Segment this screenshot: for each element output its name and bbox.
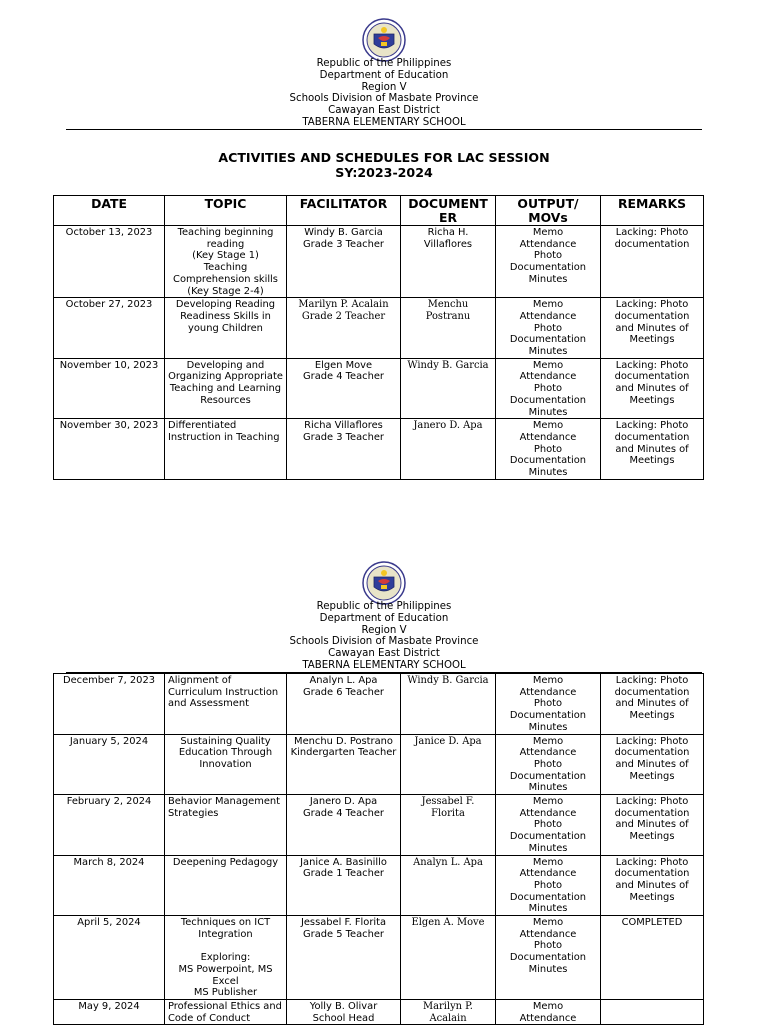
cell-topic: Developing Reading Readiness Skills in young Children — [165, 298, 287, 359]
cell-date: March 8, 2024 — [54, 855, 165, 916]
cell-facilitator: Janero D. Apa Grade 4 Teacher — [287, 795, 401, 856]
letterhead-school: TABERNA ELEMENTARY SCHOOL — [302, 659, 466, 671]
header-documenter: DOCUMENT ER — [401, 196, 496, 226]
letterhead-country: Republic of the Philippines — [316, 601, 452, 612]
cell-remarks: Lacking: Photo documentation and Minutes of Meetings — [601, 298, 704, 359]
cell-documenter: Janice D. Apa — [401, 734, 496, 795]
cell-facilitator: Menchu D. Postrano Kindergarten Teacher — [287, 734, 401, 795]
cell-facilitator: Marilyn P. Acalain Grade 2 Teacher — [287, 298, 401, 359]
cell-output: Memo Attendance Photo Documentation Minutes — [496, 226, 601, 298]
cell-documenter: Menchu Postranu — [401, 298, 496, 359]
cell-topic: Differentiated Instruction in Teaching — [165, 419, 287, 480]
cell-topic: Techniques on ICT Integration Exploring: MS Powerpoint, MS Excel MS Publisher — [165, 916, 287, 1000]
cell-documenter: Analyn L. Apa — [401, 855, 496, 916]
cell-date: January 5, 2024 — [54, 734, 165, 795]
schedule-table-page2 — [53, 673, 704, 1025]
cell-date: October 27, 2023 — [54, 298, 165, 359]
deped-seal-logo — [362, 561, 406, 605]
cell-remarks: Lacking: Photo documentation and Minutes of Meetings — [601, 674, 704, 735]
cell-date: November 30, 2023 — [54, 419, 165, 480]
cell-documenter: Marilyn P. Acalain — [401, 999, 496, 1024]
cell-output: Memo Attendance Photo Documentation Minutes — [496, 916, 601, 1000]
document-title-line1: ACTIVITIES AND SCHEDULES FOR LAC SESSION — [218, 150, 550, 165]
cell-topic: Developing and Organizing Appropriate Teaching and Learning Resources — [165, 358, 287, 419]
table-row — [54, 358, 704, 419]
letterhead-department: Department of Education — [319, 69, 449, 81]
cell-topic: Behavior Management Strategies — [165, 795, 287, 856]
cell-facilitator: Richa Villaflores Grade 3 Teacher — [287, 419, 401, 480]
letterhead-page1 — [0, 58, 768, 129]
header-output: OUTPUT/ MOVs — [496, 196, 601, 226]
cell-documenter: Richa H. Villaflores — [401, 226, 496, 298]
table-row — [54, 734, 704, 795]
cell-output: Memo Attendance Photo Documentation Minutes — [496, 795, 601, 856]
schedule-table-page1 — [53, 195, 704, 480]
cell-output: Memo Attendance Photo Documentation Minutes — [496, 419, 601, 480]
cell-remarks: Lacking: Photo documentation and Minutes of Meetings — [601, 795, 704, 856]
cell-date: December 7, 2023 — [54, 674, 165, 735]
cell-facilitator: Analyn L. Apa Grade 6 Teacher — [287, 674, 401, 735]
letterhead-page2 — [0, 601, 768, 672]
header-date: DATE — [54, 196, 165, 226]
cell-documenter: Jessabel F. Florita — [401, 795, 496, 856]
cell-topic: Deepening Pedagogy — [165, 855, 287, 916]
table-header-row — [54, 196, 704, 226]
cell-documenter: Windy B. Garcia — [401, 674, 496, 735]
letterhead-country: Republic of the Philippines — [316, 58, 452, 69]
header-remarks: REMARKS — [601, 196, 704, 226]
table-row — [54, 795, 704, 856]
letterhead-division: Schools Division of Masbate Province — [289, 93, 479, 105]
cell-output: Memo Attendance Photo Documentation Minutes — [496, 298, 601, 359]
cell-date: May 9, 2024 — [54, 999, 165, 1024]
cell-documenter: Elgen A. Move — [401, 916, 496, 1000]
table-row — [54, 298, 704, 359]
cell-topic: Teaching beginning reading (Key Stage 1) Teaching Comprehension skills (Key Stage 2-4) — [165, 226, 287, 298]
cell-facilitator: Windy B. Garcia Grade 3 Teacher — [287, 226, 401, 298]
cell-topic: Alignment of Curriculum Instruction and Assessment — [165, 674, 287, 735]
cell-remarks: Lacking: Photo documentation and Minutes of Meetings — [601, 358, 704, 419]
cell-remarks-completed: COMPLETED — [601, 916, 704, 1000]
cell-date: February 2, 2024 — [54, 795, 165, 856]
table-row — [54, 916, 704, 1000]
table-row — [54, 855, 704, 916]
cell-remarks: Lacking: Photo documentation and Minutes of Meetings — [601, 734, 704, 795]
letterhead-school: TABERNA ELEMENTARY SCHOOL — [302, 116, 466, 128]
letterhead-region: Region V — [361, 624, 407, 636]
cell-remarks: Lacking: Photo documentation and Minutes of Meetings — [601, 419, 704, 480]
cell-facilitator: Yolly B. Olivar School Head — [287, 999, 401, 1024]
table-row — [54, 419, 704, 480]
cell-facilitator: Janice A. Basinillo Grade 1 Teacher — [287, 855, 401, 916]
table-row — [54, 674, 704, 735]
cell-remarks: Lacking: Photo documentation — [601, 226, 704, 298]
cell-date: October 13, 2023 — [54, 226, 165, 298]
deped-seal-logo — [362, 18, 406, 62]
cell-topic: Sustaining Quality Education Through Innovation — [165, 734, 287, 795]
header-topic: TOPIC — [165, 196, 287, 226]
cell-documenter: Janero D. Apa — [401, 419, 496, 480]
header-facilitator: FACILITATOR — [287, 196, 401, 226]
cell-output: Memo Attendance Photo Documentation Minutes — [496, 358, 601, 419]
letterhead-region: Region V — [361, 81, 407, 93]
cell-date: April 5, 2024 — [54, 916, 165, 1000]
letterhead-district: Cawayan East District — [328, 105, 440, 117]
cell-remarks — [601, 999, 704, 1024]
document-title-line2: SY:2023-2024 — [335, 165, 433, 180]
letterhead-rule — [66, 129, 702, 130]
letterhead-division: Schools Division of Masbate Province — [289, 636, 479, 648]
letterhead-district: Cawayan East District — [328, 648, 440, 660]
cell-remarks: Lacking: Photo documentation and Minutes of Meetings — [601, 855, 704, 916]
cell-output: Memo Attendance Photo Documentation Minutes — [496, 674, 601, 735]
cell-date: November 10, 2023 — [54, 358, 165, 419]
document-title — [0, 150, 768, 180]
table-row — [54, 226, 704, 298]
cell-facilitator: Jessabel F. Florita Grade 5 Teacher — [287, 916, 401, 1000]
cell-output: Memo Attendance — [496, 999, 601, 1024]
cell-output: Memo Attendance Photo Documentation Minutes — [496, 855, 601, 916]
letterhead-department: Department of Education — [319, 612, 449, 624]
table-row — [54, 999, 704, 1024]
cell-output: Memo Attendance Photo Documentation Minutes — [496, 734, 601, 795]
cell-topic: Professional Ethics and Code of Conduct — [165, 999, 287, 1024]
cell-facilitator: Elgen Move Grade 4 Teacher — [287, 358, 401, 419]
cell-documenter: Windy B. Garcia — [401, 358, 496, 419]
